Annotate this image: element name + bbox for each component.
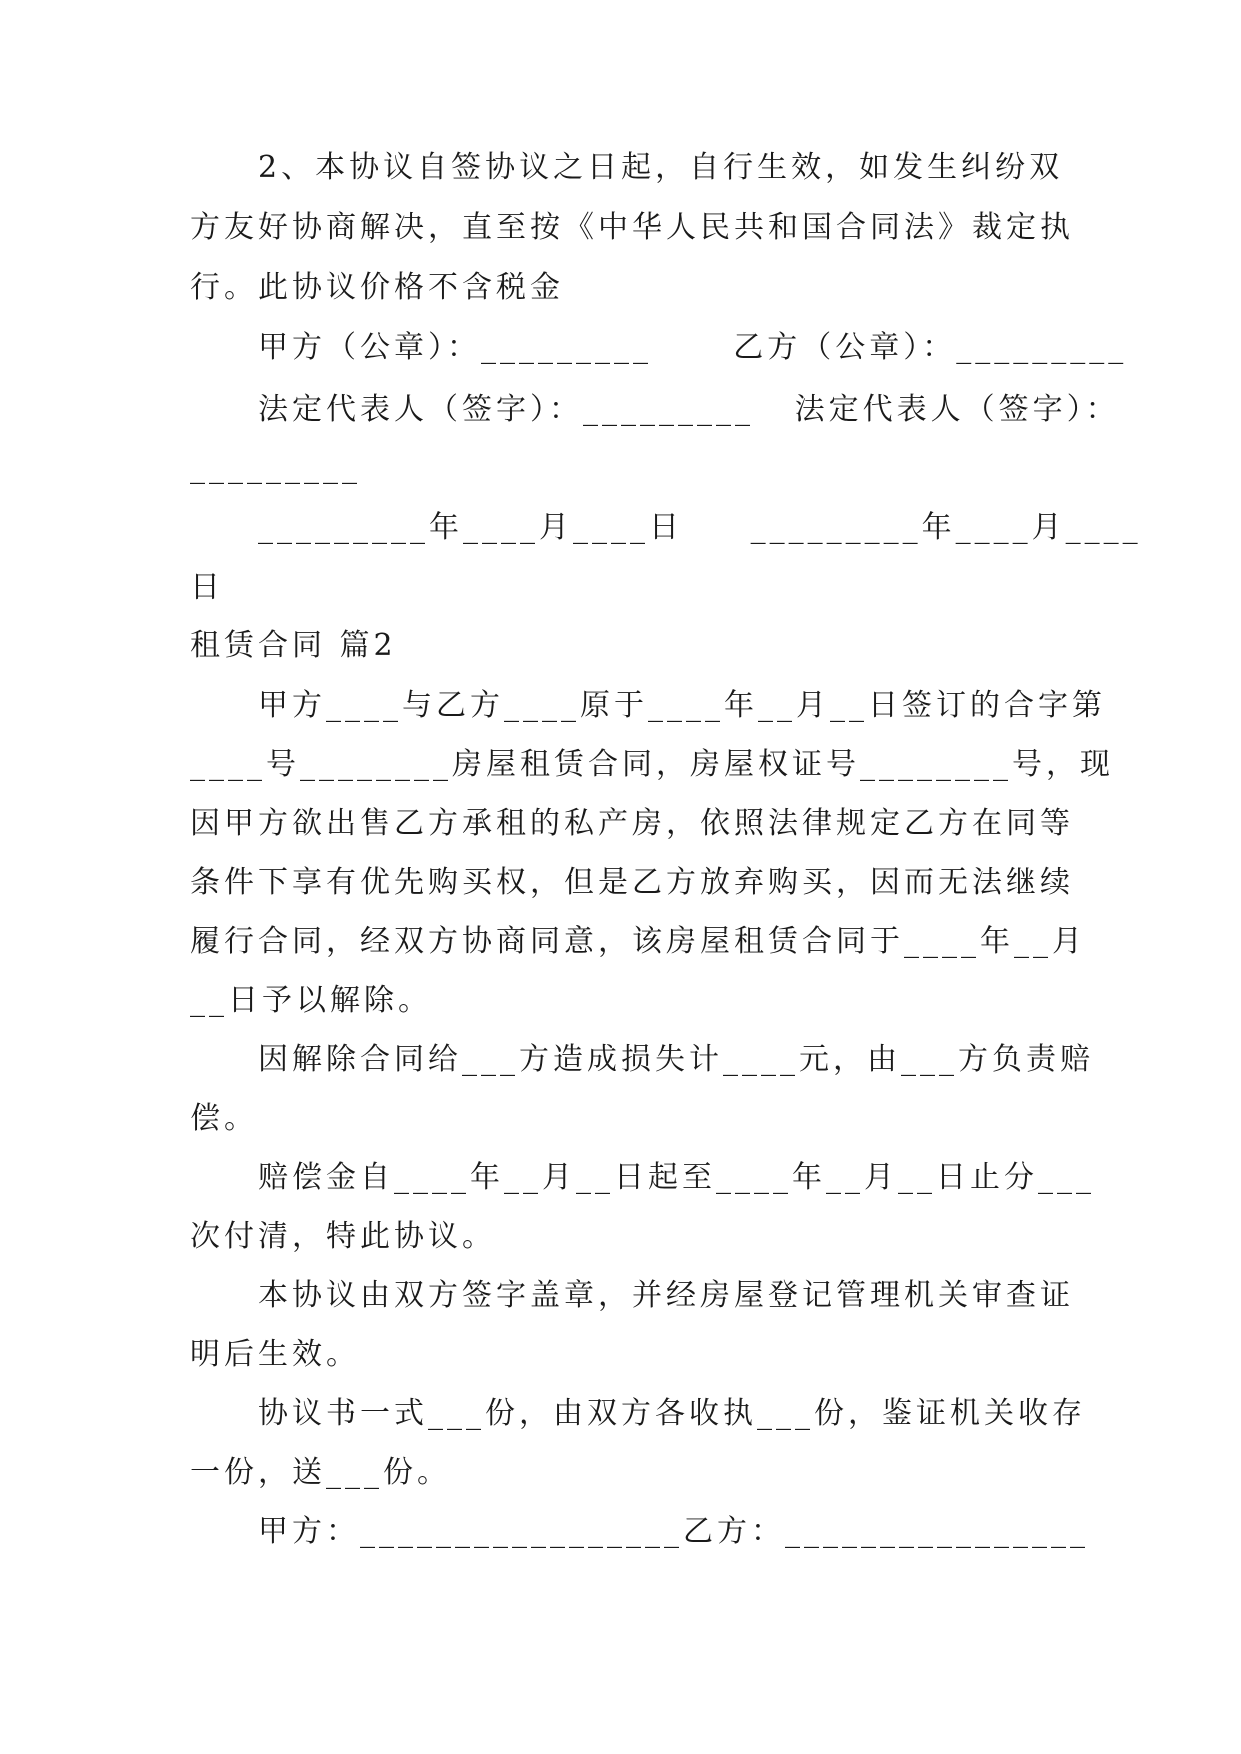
paragraph-line: 因甲方欲出售乙方承租的私产房，依照法律规定乙方在同等	[190, 806, 1074, 841]
signature-line-seal: 甲方（公章）：_________ 乙方（公章）：_________	[258, 330, 1128, 365]
paragraph-line: 明后生效。	[190, 1337, 360, 1372]
paragraph-line: 偿。	[190, 1101, 258, 1136]
paragraph-line: 2、本协议自签协议之日起，自行生效，如发生纠纷双	[258, 150, 1064, 185]
paragraph-line: 甲方____与乙方____原于____年__月__日签订的合字第	[258, 688, 1106, 723]
paragraph-line: 因解除合同给___方造成损失计____元，由___方负责赔	[258, 1042, 1094, 1077]
paragraph-line: __日予以解除。	[190, 983, 432, 1018]
paragraph-line: ____号________房屋租赁合同，房屋权证号________号，现	[190, 747, 1114, 782]
paragraph-line: 次付清，特此协议。	[190, 1219, 496, 1254]
paragraph-line: 履行合同，经双方协商同意，该房屋租赁合同于____年__月	[190, 924, 1086, 959]
paragraph-line: 一份，送___份。	[190, 1455, 451, 1490]
signature-line-representative: 法定代表人（签字）：_________ 法定代表人（签字）：	[258, 392, 1120, 427]
section-heading: 租赁合同 篇2	[190, 628, 397, 663]
paragraph-line: 行。此协议价格不含税金	[190, 270, 564, 305]
signature-blank: _________	[190, 450, 361, 485]
paragraph-line: 赔偿金自____年__月__日起至____年__月__日止分___	[258, 1160, 1095, 1195]
paragraph-line: 条件下享有优先购买权，但是乙方放弃购买，因而无法继续	[190, 865, 1074, 900]
paragraph-line: 协议书一式___份，由双方各收执___份，鉴证机关收存	[258, 1396, 1086, 1431]
paragraph-line: 本协议由双方签字盖章，并经房屋登记管理机关审查证	[258, 1278, 1074, 1313]
date-line: _________年____月____日 _________年____月____	[258, 510, 1142, 545]
signature-line-parties: 甲方：_________________乙方：________________	[258, 1514, 1089, 1549]
date-line-continued: 日	[190, 570, 224, 605]
paragraph-line: 方友好协商解决，直至按《中华人民共和国合同法》裁定执	[190, 210, 1074, 245]
